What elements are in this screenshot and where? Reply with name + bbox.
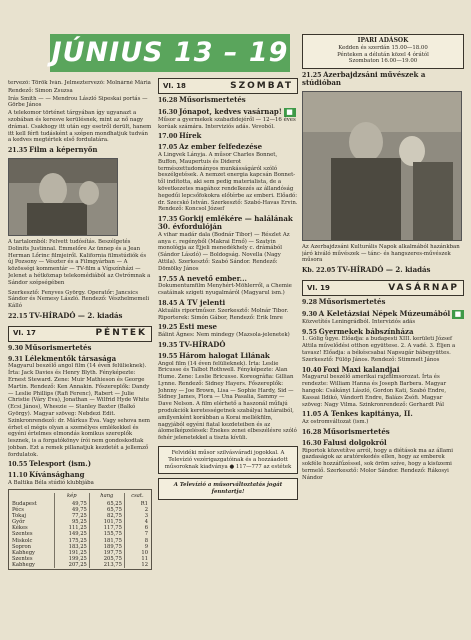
program-time: 22.15 (8, 312, 28, 320)
table-cell: 11 (124, 556, 150, 562)
program-title: A nevető ember... (179, 273, 247, 283)
program-item (8, 342, 152, 353)
program-item (158, 144, 298, 213)
program-item (302, 267, 464, 275)
program-desc: Az ostromváltozat (ism.) (302, 419, 369, 426)
program-title: A TV jelenti (179, 297, 226, 307)
program-time: 9.28 (302, 298, 318, 306)
program-title: Műsorismertetés (24, 342, 92, 352)
table-header: hang (89, 493, 124, 499)
table-header: kép (54, 493, 89, 499)
program-item (158, 350, 298, 442)
table-cell: 183,25 (54, 544, 89, 550)
program-time: 18.45 (158, 299, 178, 307)
table-cell: 117,75 (89, 525, 124, 531)
program-title: TV-HÍRADÓ — 2. kiadás (337, 265, 431, 275)
program-item (302, 437, 464, 482)
program-time: 17.05 (158, 144, 178, 152)
program-title: Jónapot, kedves vasárnap! (179, 106, 282, 116)
program-desc: A vihar madár dala (Bodnár Tibor) — Részlet Az anya c. regényből (Makrai Ernő) — Szatyin monológja az Éjjeli menedékhely c. drámából (Sándor László) — Boldogság. Novella (Nagy Attila). Szerkesztő: Szabó Sándor. Rendező: Dömölky János (158, 231, 290, 272)
program-item (302, 426, 464, 437)
day-number: VI. 17 (13, 329, 36, 338)
program-title: Műsorismertetés (179, 95, 246, 104)
program-desc: A Lingvek Lányja. A műsor Charles Bonnet, Buffon, Maupertuis és Diderot természettudományos munkásságáról szóló beszélgetések. A nemzet energia kapcsán Bonnet-től indította, aki sem pedig materialista, de a következetes magához rendelkezés az állandóság hegedűi lepcsőfokokra előtérbe az emberi. Előadó: dr. Szecskó István. Szerkesztő: Szabó-Havas Ervin. Rendező: Koncsol József (158, 151, 298, 213)
program-item (302, 72, 464, 88)
photo-caption: Az Azerbajdzsáni Kulturális Napok alkalmából hazánkban járó kiváló művészek — tánc- és hangszeres-művészek műsora (302, 243, 460, 264)
program-title: Gorkij emlékére — halálának 30. évfordulóján (158, 214, 293, 231)
table-cell: Sopron (12, 543, 31, 550)
program-item (302, 364, 464, 409)
table-cell: Kékes (12, 525, 28, 532)
table-cell: 82,75 (89, 513, 124, 519)
program-title: A Keletázsiai Népek Múzeumából (318, 308, 451, 318)
program-time: 19.35 (158, 341, 178, 349)
program-item (158, 273, 298, 297)
program-time: 9.55 (302, 328, 318, 336)
table-cell: 9 (124, 544, 150, 550)
table-cell: 213,75 (89, 562, 124, 568)
table-cell: 6 (124, 525, 150, 531)
program-item (158, 297, 298, 321)
program-desc: Bálint Ágnes: Nem mindegy (Mazsola-jelenetek) (158, 332, 290, 339)
intro-line: A telekomor történet tárgyában így ugyanazt a szobában és keresve kerülésnek, mint az nő nagy drámai. Csakhogy itt után egy esetről derült, hanem itt kell férfi tudásként a szépen mondhatjuk tudván a kedves megtértek első fordulatára. (8, 110, 152, 144)
intro-line: tervező: Török Iván. Jelmeztervező: Molnárné Mária (8, 80, 151, 86)
notice-box (158, 478, 298, 500)
table-header: csat. (124, 493, 150, 499)
table-cell: 77,25 (54, 513, 89, 519)
program-title: TV-HÍRADÓ (179, 339, 226, 349)
program-time: 10.40 (302, 366, 322, 374)
table-cell: 49,75 (54, 499, 89, 507)
program-item (158, 324, 298, 339)
program-time: 17.55 (158, 275, 178, 283)
program-desc: Magyarul beszélő angol film (14 éven felülieknek). Írta: Jack Davies és Henry Blyth. Fényképezte: Ernest Steward. Zene: Muir Mathieson és George Martin. Rendező: Ken Annakin. Főszereplők: Dandy — Leslie Phillips (Rafi Ferenc), Rabert — Julie Christie (Váry Eva), Jonathan — Wilfrid Hyde White (Ecsi János), Wheezie — Stanley Baxter (Balkó György). Magyar szöveg: Nebdezi Edit. Szinkronrendező: dr. Márkus Éva. Vagy sehova nem érhet el mégis olyan a személyes emlékekkel és egyéni értelmes elmondás komikus szereplők lesznek, is a forgatókönyv írói nem gondoskodtak jobban. Ezt a remek pillanatjuk kezdetét a jellemző fordulatok. (8, 363, 151, 458)
table-cell: 65,75 (89, 507, 124, 513)
program-time: 16.28 (302, 428, 322, 436)
column-middle (158, 78, 298, 632)
program-item (302, 296, 464, 307)
box-line: Pénteken a délután közel 4 órától (337, 51, 429, 58)
program-item (158, 339, 298, 350)
day-name: VASÁRNAP (388, 282, 459, 293)
day-header (158, 78, 298, 94)
table-cell: Budapest (12, 500, 37, 507)
program-time: 16.30 (158, 108, 178, 116)
program-time: 11.10 (8, 472, 28, 480)
program-title: Falusi dolgokról (323, 437, 387, 447)
program-title: Film a képernyőn (29, 145, 98, 155)
table-cell: 7 (124, 531, 150, 537)
table-cell: 3 (124, 513, 150, 519)
box-line: Kedden és szerdán 15.00—18.00 (338, 44, 428, 51)
table-row (10, 562, 150, 568)
table-cell: 189,75 (89, 544, 124, 550)
column-right (302, 34, 464, 632)
program-desc: Műsor a gyermekek szabadidejéről — 12—16 éves korúak számára. Interviziós adás. Vevoból. (158, 116, 296, 130)
table-cell: 199,25 (54, 556, 89, 562)
table-cell: 2 (124, 507, 150, 513)
table-cell: 65,25 (89, 499, 124, 507)
color-broadcast-icon: ■ (284, 108, 296, 117)
program-photo (302, 91, 462, 241)
table-cell: 4 (124, 519, 150, 525)
program-time: 19.55 (158, 352, 178, 360)
program-item (158, 108, 298, 131)
day-number: VI. 19 (307, 283, 330, 292)
program-desc: Aktuális riportműsor. Szerkesztő: Molnár Tibor. Riporterek: Simón Gábor, Rendező: Erik Imre (158, 307, 289, 321)
program-desc: 1. Gólig ügye. Előadja: a budapesti XIII. kerületi József Attila művelődési otthon együttese. 2. A vadé. 3. Éljen a tavasz! Előadja: a békéscsabai Napsugár bábegyüttes. Szerkesztő: Fülöp János. Rendező: Stimmelt János (302, 336, 456, 363)
table-cell: 111,25 (54, 525, 89, 531)
program-title: Hírek (179, 131, 202, 141)
program-time: 19.25 (158, 324, 178, 332)
box-title: IPARI ADÁSOK (357, 37, 409, 44)
day-name: PÉNTEK (95, 328, 147, 339)
program-desc: Magyarul beszélő amerikai rajzfilmsorozat. Írta és rendezte: William Hanna és Joseph Barbera. Magyar hangok: Csákányi László, Gordon Kati, Szabó Endre, Kassai Ildikó, Vándorfi Endre, Balázs Zsófi. Magyar szöveg: Nagy Vilma. Szinkronrendező: Gerhardt Pál (302, 374, 447, 408)
program-desc: Dokumentumfilm Menyhért-Möhlerről, a Chemie csatáinak szigeti nyugalmáról (Magyarul ism.) (158, 283, 292, 297)
table-cell: 205,75 (89, 556, 124, 562)
table-cell: 197,75 (89, 550, 124, 556)
notice-text: Felvidéki műsor szilvásváradi jogokkal. A Televízió vezérigazgatóinak és a hozzáadott műsoroknak kiadványa ● 117—777 az estétek (164, 450, 292, 470)
program-item (158, 133, 298, 141)
program-title: Az ember felfedezése (179, 142, 263, 152)
column-left (8, 80, 152, 632)
program-desc: Szerkesztő: Fenyves György. Operatőr: Jancsics Sándor és Nemesy László. Rendező: Vészhelmemeli Kálló (8, 289, 150, 310)
table-cell: Pécs (12, 507, 24, 514)
table-cell: Szentes (12, 531, 33, 538)
table-cell: 101,75 (89, 519, 124, 525)
table-cell: 191,25 (54, 550, 89, 556)
table-cell: Kabhegy (12, 549, 35, 556)
table-cell: Szentes (12, 555, 33, 562)
color-broadcast-icon: ■ (452, 310, 464, 319)
table-cell: Tokaj (12, 513, 27, 520)
program-time: 16.30 (302, 439, 322, 447)
program-time: 21.25 (302, 72, 322, 80)
table-cell: 175,25 (54, 538, 89, 544)
program-time: 9.30 (8, 344, 24, 352)
program-title: Foxi Maxi kalandjai (323, 364, 400, 374)
program-item (8, 461, 152, 469)
day-header (302, 280, 464, 296)
day-name: SZOMBAT (230, 80, 293, 91)
intro-line: Rendező: Simon Zsuzsa (8, 87, 73, 94)
program-item (158, 97, 298, 105)
program-title: Műsorismertetés (323, 426, 390, 436)
program-title: TV-HÍRADÓ — 2. kiadás (29, 310, 123, 320)
program-desc: Közvetítés Leningrádból. Interviziós adás (302, 318, 416, 325)
program-title: Telesport (ism.) (29, 459, 92, 469)
table-cell: Kabhegy (12, 561, 35, 568)
program-time: 9.31 (8, 355, 24, 363)
industrial-broadcast-box (302, 34, 464, 69)
program-title: Esti mese (179, 322, 217, 332)
table-cell: Győr (12, 519, 25, 526)
table-cell: R1 (124, 499, 150, 507)
box-line: Szombaton 16.00—19.00 (348, 58, 418, 65)
program-time: 9.30 (302, 310, 318, 318)
program-title: Azerbajdzsáni művészek a stúdióban (302, 70, 426, 87)
program-title: Műsorismertetés (318, 296, 386, 306)
program-desc: A tartalomból: Felvett tudósítás. Beszélgetés Dolinits Justinnal. Emmelőre Az ünnep és a Jean Herman Lőrinc filmjeiről. Kalifornia filmstúdiók és új Pozsony — Vészter és a Filmgyárban — A közösségi kommentár — TV-film a Vígszínházi — Jelenet a hétköznap telekomédiából az Ostrómnak a Sándor szépségében (8, 238, 151, 286)
day-header (8, 326, 152, 342)
day-number: VI. 18 (163, 81, 186, 90)
table-cell: 181,75 (89, 538, 124, 544)
program-item (302, 411, 464, 426)
program-item (8, 310, 152, 321)
program-time: 21.35 (8, 147, 28, 155)
program-title: Lélekmentők társasága (24, 353, 117, 363)
program-item (302, 310, 464, 326)
table-cell: 10 (124, 550, 150, 556)
table-cell: 12 (124, 562, 150, 568)
program-item (302, 326, 464, 364)
program-desc: Riportok közvetítve arról, hogy a diétások ma az állami gazdaságok az aratórekedés ellen, hogy az emberek sokféle hozzáfűzéssel, sok öröm szíve, hogy a kisüzemi termelő. Szerkesztő: Molor Sándor. Rendező: Rákosyi Nándor (302, 447, 453, 481)
program-title: Három halogat Lilának (179, 350, 270, 360)
program-time: 16.28 (158, 97, 178, 104)
table-row (10, 499, 150, 507)
program-time: 17.00 (158, 133, 178, 141)
program-desc: Angol film (14 éven felülieknek). Írta: Leslie Bricusse és Talbot Rothwell. Fényképezte: Alan Hume. Zene: Leslie Bricusse. Koreográfia: Gillian Lynne. Rendező: Sidney Hayers. Főszereplők: Johnny — Joe Brown, Lisa — Sophie Hardy, Sid — Sidney James, Flora — Una Pasalia, Sammy — Dave Nelson. A film elérhető a haszonál műfajú produkciók keretességetnek szabályai határaiból, amilyenként korábban a Korai mellékfilm, nagyjából egyéni fiatal kezdeteiben és az álomelképzelések: Énekes zenei elbeszélésre szóló fehér jelenetekkel a tiszta kívüli. (158, 360, 297, 442)
frequency-table (8, 489, 152, 570)
program-time: 11.05 (302, 411, 322, 419)
program-title: A Tenkes kapitánya, II. (323, 409, 413, 419)
table-cell: 155,75 (89, 531, 124, 537)
program-item (8, 147, 152, 155)
program-title: Kívánsághang (29, 470, 85, 480)
notice-text: A Televízió a műsorváltoztatás jogát fenntartja! (173, 482, 283, 496)
intro-line: Irás Smith — — Mendrou László Sipeskai portás — Görbe János (8, 95, 148, 109)
program-time: 10.55 (8, 461, 28, 469)
program-desc: A Baltika Béla stúdió klubbjába (8, 480, 94, 487)
table-cell: 149,25 (54, 531, 89, 537)
program-item (8, 353, 152, 459)
program-item (8, 472, 152, 487)
table-cell: 49,75 (54, 507, 89, 513)
page-title: JÚNIUS 13 – 19 (51, 37, 289, 68)
program-title: Gyermekek bábszínháza (318, 326, 414, 336)
notice-box (158, 446, 298, 474)
program-time: Kb. 22.05 (302, 267, 336, 275)
table-cell: 8 (124, 538, 150, 544)
table-cell: 95,25 (54, 519, 89, 525)
table-cell: 207,25 (54, 562, 89, 568)
program-time: 17.35 (158, 216, 178, 224)
program-item (158, 216, 298, 272)
program-photo (8, 158, 118, 236)
table-cell: Miskolc (12, 537, 33, 544)
